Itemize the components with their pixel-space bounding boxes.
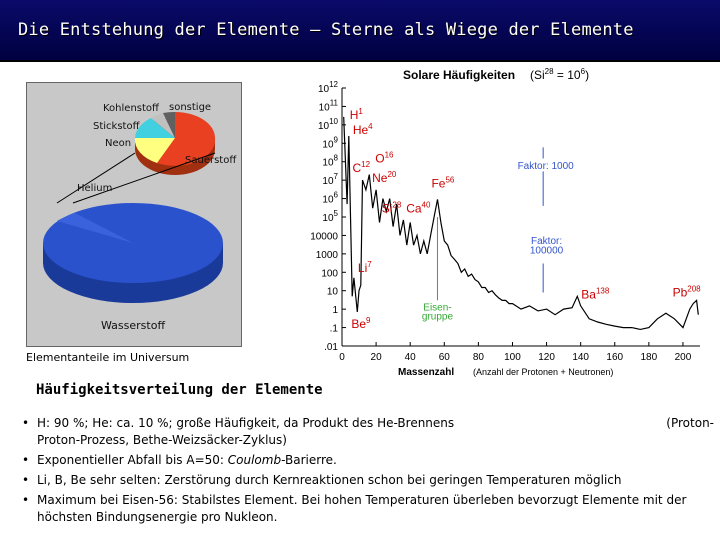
y-tick-label: $10^7$ <box>322 172 338 188</box>
abundance-chart <box>290 62 715 382</box>
bullet-1-right: (Proton- <box>666 416 714 430</box>
element-label-fe: Fe$^{56}$ <box>431 175 455 191</box>
y-tick-label: .1 <box>329 323 338 335</box>
y-tick-label: 100 <box>321 268 338 280</box>
iron-group-label-line1: Eisen- <box>423 302 452 314</box>
x-axis-label-note: (Anzahl der Protonen + Neutronen) <box>473 367 614 377</box>
abundance-curve <box>344 117 699 330</box>
chart-title: Solare Häufigkeiten <box>403 68 516 82</box>
label-helium: Helium <box>77 183 113 194</box>
note-factor-100000-line1: Faktor: <box>531 235 563 247</box>
y-tick-label: 1 <box>332 305 338 317</box>
bullet-2-italic: Coulomb <box>227 453 282 467</box>
element-label-be: Be$^9$ <box>351 315 371 331</box>
x-tick-label: 140 <box>572 352 590 363</box>
abundance-chart-svg <box>290 62 715 382</box>
x-tick-label: 60 <box>438 352 450 363</box>
section-title: Häufigkeitsverteilung der Elemente <box>36 382 323 398</box>
bullet-2-text: Exponentieller Abfall bis A=50: <box>37 453 228 467</box>
title-bar <box>0 0 720 62</box>
element-label-o: $O^{16}$ <box>375 150 394 166</box>
pie-chart-panel <box>26 82 242 347</box>
label-other: sonstige <box>169 102 212 113</box>
label-hydrogen: Wasserstoff <box>101 319 166 332</box>
y-tick-label: 10 <box>326 286 338 298</box>
x-axis-label: Massenzahl <box>398 367 455 378</box>
y-tick-label: $10^{10}$ <box>317 116 338 132</box>
bullet-1-line2: Proton-Prozess, Bethe-Weizsäcker-Zyklus) <box>37 433 287 447</box>
bullet-2-tail: -Barierre. <box>281 453 337 467</box>
y-tick-label: $10^6$ <box>322 190 338 206</box>
x-tick-label: 180 <box>640 352 658 363</box>
bullet-3-text: Li, B, Be sehr selten: Zerstörung durch Kernreaktionen schon bei geringen Temperaturen möglich <box>37 473 622 487</box>
page-title: Die Entstehung der Elemente – Sterne als Wiege der Elemente <box>18 20 634 40</box>
y-tick-label: $10^{11}$ <box>318 98 338 114</box>
title-note-eq: = 10 <box>553 68 581 82</box>
note-factor-100000-line2: 100000 <box>529 245 564 257</box>
element-label-he: He$^4$ <box>352 121 373 137</box>
x-tick-label: 100 <box>504 352 521 363</box>
x-tick-label: 120 <box>538 352 555 363</box>
y-tick-label: .01 <box>324 342 338 353</box>
big-pie <box>43 203 223 303</box>
element-label-c: $C^{12}$ <box>352 160 371 176</box>
iron-group-label-line2: gruppe <box>421 311 454 323</box>
x-tick-label: 80 <box>472 352 484 363</box>
list-item <box>22 492 714 526</box>
y-tick-label: $10^9$ <box>322 135 338 151</box>
x-tick-label: 160 <box>606 352 624 363</box>
element-label-pb: Pb$^{208}$ <box>672 284 701 300</box>
bullet-4-text: Maximum bei Eisen-56: Stabilstes Element. Bei hohen Temperaturen überleben bevorzugt Elemente mit der höchsten Bindungsenergie pro Nukleon. <box>37 493 687 524</box>
y-tick-label: 1000 <box>315 249 338 261</box>
y-tick-label: 10000 <box>310 231 338 243</box>
element-label-si: Si$^{28}$ <box>381 200 402 216</box>
title-note-suffix: ) <box>585 68 590 82</box>
label-oxygen: Sauerstoff <box>185 155 237 166</box>
title-note-sup1: 28 <box>544 67 554 76</box>
title-note-sup2: 6 <box>580 67 586 76</box>
chart-title-note <box>530 67 589 82</box>
element-label-ca: Ca$^{40}$ <box>406 200 431 216</box>
note-factor-1000: Faktor: 1000 <box>517 160 574 172</box>
title-note-prefix: (Si <box>530 68 545 82</box>
list-item <box>22 415 714 449</box>
element-label-li: Li$^7$ <box>357 259 372 275</box>
pie-caption: Elementanteile im Universum <box>26 351 190 364</box>
y-tick-label: $10^{12}$ <box>317 80 338 95</box>
x-tick-label: 0 <box>339 352 345 363</box>
list-item <box>22 472 714 489</box>
element-label-ba: Ba$^{138}$ <box>581 286 610 302</box>
label-carbon: Kohlenstoff <box>103 103 159 114</box>
connector-line <box>57 153 135 203</box>
label-neon: Neon <box>105 138 132 149</box>
x-tick-label: 40 <box>404 352 416 363</box>
element-label-ne: Ne$^{20}$ <box>372 169 397 185</box>
x-tick-label: 20 <box>370 352 382 363</box>
y-tick-label: $10^8$ <box>322 153 338 169</box>
bullet-list <box>22 415 714 529</box>
element-label-h: $H^1$ <box>349 106 363 122</box>
x-tick-label: 200 <box>674 352 692 363</box>
list-item <box>22 452 714 469</box>
y-tick-label: $10^5$ <box>322 209 338 224</box>
label-nitrogen: Stickstoff <box>93 121 140 132</box>
bullet-1-text: H: 90 %; He: ca. 10 %; große Häufigkeit, da Produkt des He-Brennens <box>37 416 455 430</box>
